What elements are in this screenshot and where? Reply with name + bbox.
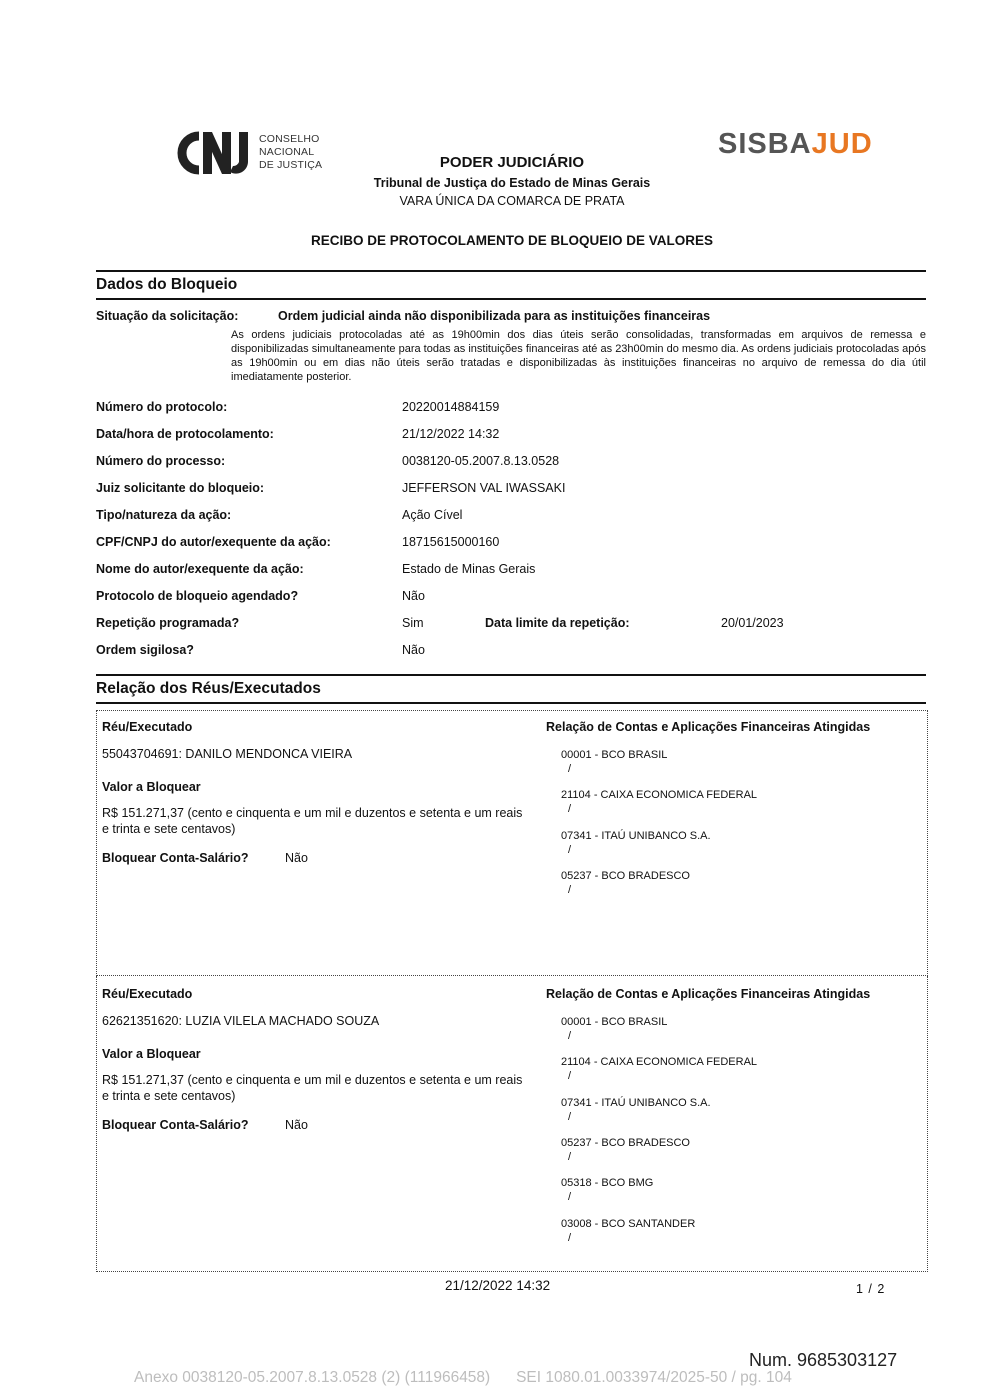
field-label: Nome do autor/exequente da ação: xyxy=(96,562,304,576)
section-reus xyxy=(96,674,926,704)
field-label: Repetição programada? xyxy=(96,616,240,630)
sisbajud-logo: SISBAJUD xyxy=(718,128,873,160)
reu-box xyxy=(96,710,928,976)
field-label: Data/hora de protocolamento: xyxy=(96,427,274,441)
cnj-logo-text: CONSELHO NACIONAL DE JUSTIÇA xyxy=(259,133,323,171)
valor-value: R$ 151.271,37 (cento e cinquenta e um mil e duzentos e setenta e um reais e trinta e sete centavos) xyxy=(102,806,523,836)
document-number: Num. 9685303127 xyxy=(749,1350,898,1370)
conta-item: 03008 - BCO SANTANDER / xyxy=(561,1218,696,1244)
valor-label: Valor a Bloquear xyxy=(102,780,201,794)
conta-item: 21104 - CAIXA ECONOMICA FEDERAL / xyxy=(561,1056,758,1082)
field-label: Protocolo de bloqueio agendado? xyxy=(96,589,299,603)
situacao-note: As ordens judiciais protocoladas até as 19h00min dos dias úteis serão consolidadas, transformadas em arquivos de remessa e disponibilizadas simultaneamente para todas as instituições financeiras até as 23h00min do mesmo dia. As ordens judiciais protocoladas após as 19h00min ou em dias não úteis serão tratadas e disponibilizadas às instituições financeiras no arquivo de remessa do dia útil imediatamente posterior. xyxy=(231,329,926,383)
field-value: 21/12/2022 14:32 xyxy=(402,427,500,441)
header-poder: PODER JUDICIÁRIO xyxy=(439,154,585,171)
section-title: Dados do Bloqueio xyxy=(96,276,238,293)
reu-name: 62621351620: LUZIA VILELA MACHADO SOUZA xyxy=(102,1014,380,1028)
field-value: 18715615000160 xyxy=(402,535,500,549)
field-label: Ordem sigilosa? xyxy=(96,643,194,657)
reu-label: Réu/Executado xyxy=(102,987,193,1001)
anexo-text: Anexo 0038120-05.2007.8.13.0528 (2) (111966458) xyxy=(134,1369,491,1386)
field-label: CPF/CNPJ do autor/exequente da ação: xyxy=(96,535,331,549)
conta-item: 05237 - BCO BRADESCO / xyxy=(561,870,690,896)
conta-item: 21104 - CAIXA ECONOMICA FEDERAL / xyxy=(561,789,758,815)
sei-text: SEI 1080.01.0033974/2025-50 / pg. 104 xyxy=(516,1369,792,1386)
salario-value: Não xyxy=(285,851,308,865)
field-value: Não xyxy=(402,589,425,603)
field-label: Juiz solicitante do bloqueio: xyxy=(96,481,265,495)
situacao-value: Ordem judicial ainda não disponibilizada para as instituições financeiras xyxy=(278,309,711,323)
field-value: JEFFERSON VAL IWASSAKI xyxy=(402,481,566,495)
valor-value: R$ 151.271,37 (cento e cinquenta e um mil e duzentos e setenta e um reais e trinta e sete centavos) xyxy=(102,1073,523,1103)
salario-label: Bloquear Conta-Salário? xyxy=(102,851,249,865)
field-value: Sim xyxy=(402,616,424,630)
situacao-label: Situação da solicitação: xyxy=(96,309,239,323)
repeticao-limite-value: 20/01/2023 xyxy=(721,616,784,630)
reu-name: 55043704691: DANILO MENDONCA VIEIRA xyxy=(102,747,353,761)
section-title: Relação dos Réus/Executados xyxy=(96,680,321,697)
field-value: 0038120-05.2007.8.13.0528 xyxy=(402,454,560,468)
footer-date: 21/12/2022 14:32 xyxy=(445,1278,551,1293)
anexo-watermark xyxy=(134,1369,792,1387)
field-label: Tipo/natureza da ação: xyxy=(96,508,232,522)
field-value: Ação Cível xyxy=(402,508,463,522)
field-value: 20220014884159 xyxy=(402,400,500,414)
document-title: RECIBO DE PROTOCOLAMENTO DE BLOQUEIO DE VALORES xyxy=(310,233,714,248)
valor-label: Valor a Bloquear xyxy=(102,1047,201,1061)
field-value: Não xyxy=(402,643,425,657)
page-number: 1 / 2 xyxy=(856,1282,886,1296)
header-tribunal: Tribunal de Justiça do Estado de Minas Gerais xyxy=(373,176,651,190)
field-label: Número do protocolo: xyxy=(96,400,228,414)
salario-label: Bloquear Conta-Salário? xyxy=(102,1118,249,1132)
reu-box xyxy=(96,976,928,1272)
contas-label: Relação de Contas e Aplicações Financeiras Atingidas xyxy=(546,987,871,1001)
reu-label: Réu/Executado xyxy=(102,720,193,734)
conta-item: 07341 - ITAÚ UNIBANCO S.A. / xyxy=(561,1097,711,1123)
section-dados-bloqueio xyxy=(96,270,926,300)
header-vara: VARA ÚNICA DA COMARCA DE PRATA xyxy=(399,194,625,208)
repeticao-limite-label: Data limite da repetição: xyxy=(485,616,630,630)
field-label: Número do processo: xyxy=(96,454,226,468)
conta-item: 05237 - BCO BRADESCO / xyxy=(561,1137,690,1163)
conta-item: 00001 - BCO BRASIL / xyxy=(561,749,668,775)
salario-value: Não xyxy=(285,1118,308,1132)
field-value: Estado de Minas Gerais xyxy=(402,562,536,576)
conta-item: 05318 - BCO BMG / xyxy=(561,1177,654,1203)
contas-label: Relação de Contas e Aplicações Financeiras Atingidas xyxy=(546,720,871,734)
conta-item: 07341 - ITAÚ UNIBANCO S.A. / xyxy=(561,830,711,856)
conta-item: 00001 - BCO BRASIL / xyxy=(561,1016,668,1042)
